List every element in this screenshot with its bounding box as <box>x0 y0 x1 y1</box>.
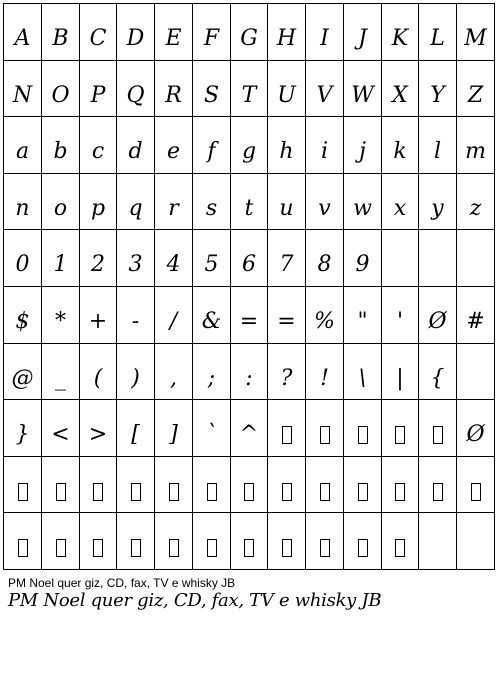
glyph-preview: m <box>465 139 486 164</box>
glyph-cell <box>268 117 306 174</box>
glyph-preview: O <box>51 82 70 108</box>
glyph-cell <box>419 457 457 513</box>
glyph-preview: x <box>393 195 407 221</box>
glyph-cell <box>42 344 80 400</box>
glyph-cell <box>42 513 80 570</box>
glyph-preview: f <box>207 139 216 164</box>
glyph-cell <box>306 117 344 174</box>
glyph-preview: j <box>359 139 366 164</box>
glyph-cell <box>419 117 457 174</box>
glyph-cell <box>231 513 268 570</box>
glyph-cell <box>155 513 193 570</box>
glyph-cell <box>419 3 457 61</box>
glyph-cell <box>80 3 117 61</box>
glyph-preview: : <box>245 365 253 391</box>
missing-glyph-box <box>268 529 305 567</box>
missing-glyph-box <box>117 473 154 510</box>
glyph-cell <box>193 230 231 287</box>
glyph-cell <box>117 174 155 230</box>
missing-glyph-box <box>457 473 494 510</box>
glyph-preview: h <box>279 139 294 164</box>
glyph-cell <box>344 457 382 513</box>
glyph-cell <box>344 117 382 174</box>
glyph-cell <box>268 230 306 287</box>
glyph-preview: F <box>203 26 220 51</box>
glyph-cell <box>231 174 268 230</box>
glyph-preview: | <box>396 365 404 391</box>
glyph-cell <box>80 457 117 513</box>
glyph-preview: } <box>15 422 30 447</box>
glyph-cell <box>231 344 268 400</box>
glyph-cell <box>117 513 155 570</box>
glyph-cell <box>344 344 382 400</box>
empty-cell <box>382 230 419 287</box>
glyph-cell <box>419 61 457 117</box>
glyph-cell <box>306 400 344 457</box>
glyph-cell <box>419 400 457 457</box>
glyph-cell <box>344 230 382 287</box>
glyph-cell <box>457 61 495 117</box>
glyph-preview: q <box>128 195 143 221</box>
glyph-preview: l <box>433 139 442 164</box>
glyph-cell <box>193 287 231 344</box>
glyph-preview: w <box>353 195 372 221</box>
glyph-cell <box>344 400 382 457</box>
missing-glyph-box <box>231 473 267 510</box>
glyph-preview: * <box>55 309 66 334</box>
glyph-cell <box>344 3 382 61</box>
glyph-preview: & <box>201 309 222 334</box>
glyph-cell <box>382 344 419 400</box>
glyph-cell <box>457 457 495 513</box>
missing-glyph-box <box>344 416 381 454</box>
glyph-cell <box>3 117 42 174</box>
glyph-preview: 4 <box>166 252 181 277</box>
glyph-cell <box>117 344 155 400</box>
glyph-preview: > <box>88 422 108 447</box>
glyph-cell <box>42 457 80 513</box>
missing-glyph-box <box>42 473 79 510</box>
glyph-cell <box>382 117 419 174</box>
glyph-preview: / <box>169 309 178 334</box>
missing-glyph-box <box>268 473 305 510</box>
glyph-preview: ` <box>206 422 217 447</box>
glyph-cell <box>42 61 80 117</box>
glyph-preview: ' <box>396 309 404 334</box>
glyph-cell <box>382 61 419 117</box>
glyph-cell <box>457 400 495 457</box>
glyph-cell <box>306 230 344 287</box>
glyph-cell <box>3 174 42 230</box>
glyph-preview: 7 <box>279 252 294 277</box>
glyph-preview: M <box>464 26 487 51</box>
glyph-preview: n <box>15 195 30 221</box>
glyph-preview: B <box>52 26 69 51</box>
glyph-cell <box>344 174 382 230</box>
glyph-cell <box>231 400 268 457</box>
glyph-cell <box>306 513 344 570</box>
glyph-cell <box>42 287 80 344</box>
glyph-preview: z <box>469 195 482 221</box>
missing-glyph-box <box>419 473 456 510</box>
glyph-preview: J <box>358 26 367 51</box>
character-map-grid <box>4 4 495 570</box>
glyph-preview: 2 <box>91 252 105 277</box>
glyph-cell <box>457 174 495 230</box>
glyph-preview: k <box>393 139 407 164</box>
glyph-cell <box>3 457 42 513</box>
glyph-cell <box>419 174 457 230</box>
glyph-cell <box>193 61 231 117</box>
sample-text-script: PM Noel quer giz, CD, fax, TV e whisky JB <box>8 590 382 611</box>
glyph-preview: t <box>244 195 254 221</box>
glyph-cell <box>193 117 231 174</box>
glyph-cell <box>155 117 193 174</box>
glyph-cell <box>268 287 306 344</box>
glyph-cell <box>3 513 42 570</box>
missing-glyph-box <box>306 529 343 567</box>
glyph-cell <box>231 61 268 117</box>
glyph-cell <box>3 61 42 117</box>
glyph-cell <box>457 117 495 174</box>
glyph-cell <box>80 513 117 570</box>
glyph-cell <box>382 174 419 230</box>
glyph-cell <box>80 174 117 230</box>
glyph-cell <box>117 230 155 287</box>
glyph-preview: A <box>14 26 31 51</box>
glyph-cell <box>344 61 382 117</box>
glyph-cell <box>193 457 231 513</box>
glyph-cell <box>80 344 117 400</box>
glyph-preview: g <box>241 139 257 164</box>
glyph-preview: Q <box>126 82 145 108</box>
glyph-preview: d <box>128 139 143 164</box>
empty-cell <box>419 230 457 287</box>
glyph-preview: U <box>277 82 296 108</box>
glyph-cell <box>306 61 344 117</box>
missing-glyph-box <box>268 416 305 454</box>
glyph-cell <box>306 457 344 513</box>
glyph-preview: i <box>320 139 329 164</box>
glyph-preview: v <box>318 195 331 221</box>
glyph-preview: e <box>166 139 181 164</box>
glyph-preview: , <box>170 365 177 391</box>
glyph-cell <box>231 3 268 61</box>
glyph-preview: # <box>466 309 485 334</box>
glyph-preview: C <box>89 26 107 51</box>
glyph-preview: E <box>165 26 182 51</box>
missing-glyph-box <box>80 529 116 567</box>
glyph-cell <box>3 3 42 61</box>
glyph-preview: I <box>320 26 329 51</box>
glyph-preview: u <box>279 195 294 221</box>
glyph-cell <box>42 400 80 457</box>
glyph-preview: ! <box>320 365 329 391</box>
missing-glyph-box <box>117 529 154 567</box>
glyph-cell <box>155 344 193 400</box>
sample-text-plain: PM Noel quer giz, CD, fax, TV e whisky JB <box>8 576 236 590</box>
glyph-preview: @ <box>11 365 34 391</box>
glyph-preview: { <box>430 365 445 391</box>
glyph-cell <box>306 174 344 230</box>
glyph-preview: 8 <box>317 252 332 277</box>
glyph-preview: _ <box>55 365 66 391</box>
glyph-cell <box>231 230 268 287</box>
missing-glyph-box <box>344 529 381 567</box>
glyph-cell <box>419 344 457 400</box>
glyph-preview: X <box>392 82 408 108</box>
empty-cell <box>419 513 457 570</box>
glyph-preview: 5 <box>204 252 219 277</box>
glyph-preview: [ <box>131 422 140 447</box>
glyph-cell <box>42 117 80 174</box>
missing-glyph-box <box>193 529 230 567</box>
glyph-cell <box>344 287 382 344</box>
glyph-cell <box>193 174 231 230</box>
glyph-cell <box>193 400 231 457</box>
missing-glyph-box <box>419 416 456 454</box>
missing-glyph-box <box>193 473 230 510</box>
glyph-cell <box>268 457 306 513</box>
glyph-cell <box>382 287 419 344</box>
missing-glyph-box <box>306 416 343 454</box>
missing-glyph-box <box>42 529 79 567</box>
glyph-cell <box>268 344 306 400</box>
glyph-preview: T <box>241 82 257 108</box>
missing-glyph-box <box>382 529 418 567</box>
glyph-cell <box>419 287 457 344</box>
glyph-preview: r <box>168 195 179 221</box>
glyph-preview: Ø <box>428 309 447 334</box>
glyph-preview: \ <box>358 365 367 391</box>
glyph-cell <box>80 287 117 344</box>
glyph-preview: b <box>53 139 68 164</box>
glyph-cell <box>3 230 42 287</box>
glyph-preview: < <box>51 422 70 447</box>
glyph-cell <box>457 287 495 344</box>
glyph-cell <box>80 230 117 287</box>
glyph-preview: p <box>90 195 106 221</box>
glyph-cell <box>117 287 155 344</box>
glyph-cell <box>42 3 80 61</box>
glyph-preview: P <box>90 82 106 108</box>
glyph-cell <box>117 3 155 61</box>
glyph-cell <box>155 457 193 513</box>
glyph-cell <box>155 230 193 287</box>
glyph-preview: c <box>91 139 105 164</box>
missing-glyph-box <box>80 473 116 510</box>
glyph-preview: s <box>205 195 218 221</box>
glyph-preview: K <box>391 26 409 51</box>
glyph-cell <box>3 287 42 344</box>
missing-glyph-box <box>155 473 192 510</box>
glyph-preview: Y <box>430 82 445 108</box>
glyph-cell <box>382 457 419 513</box>
glyph-preview: H <box>276 26 297 51</box>
glyph-cell <box>80 61 117 117</box>
glyph-cell <box>268 513 306 570</box>
empty-cell <box>457 513 495 570</box>
glyph-cell <box>117 400 155 457</box>
glyph-cell <box>117 457 155 513</box>
glyph-preview: N <box>12 82 33 108</box>
glyph-preview: ; <box>207 365 216 391</box>
glyph-cell <box>382 3 419 61</box>
glyph-preview: 0 <box>15 252 30 277</box>
glyph-cell <box>268 400 306 457</box>
glyph-preview: 6 <box>242 252 256 277</box>
glyph-preview: 1 <box>53 252 68 277</box>
glyph-preview: = <box>277 309 296 334</box>
glyph-cell <box>382 400 419 457</box>
glyph-preview: W <box>351 82 374 108</box>
glyph-cell <box>155 400 193 457</box>
glyph-preview: $ <box>15 309 30 334</box>
glyph-cell <box>42 174 80 230</box>
glyph-preview: a <box>15 139 30 164</box>
glyph-cell <box>117 61 155 117</box>
glyph-cell <box>155 287 193 344</box>
glyph-cell <box>231 457 268 513</box>
glyph-cell <box>155 61 193 117</box>
glyph-cell <box>231 117 268 174</box>
glyph-preview: ^ <box>239 422 259 447</box>
glyph-preview: y <box>431 195 444 221</box>
glyph-preview: S <box>203 82 220 108</box>
glyph-cell <box>193 344 231 400</box>
glyph-preview: 9 <box>355 252 370 277</box>
glyph-preview: % <box>314 309 335 334</box>
glyph-cell <box>457 3 495 61</box>
glyph-cell <box>155 3 193 61</box>
missing-glyph-box <box>155 529 192 567</box>
glyph-cell <box>117 117 155 174</box>
missing-glyph-box <box>4 529 41 567</box>
glyph-cell <box>382 513 419 570</box>
glyph-preview: Ø <box>466 422 485 447</box>
missing-glyph-box <box>306 473 343 510</box>
missing-glyph-box <box>382 473 418 510</box>
glyph-preview: ) <box>131 365 140 391</box>
glyph-cell <box>268 3 306 61</box>
glyph-cell <box>231 287 268 344</box>
glyph-cell <box>80 400 117 457</box>
glyph-preview: ] <box>169 422 178 447</box>
glyph-preview: L <box>430 26 445 51</box>
glyph-cell <box>306 3 344 61</box>
glyph-preview: + <box>88 309 108 334</box>
glyph-preview: 3 <box>128 252 143 277</box>
glyph-preview: V <box>316 82 333 108</box>
glyph-cell <box>306 344 344 400</box>
missing-glyph-box <box>4 473 41 510</box>
glyph-cell <box>80 117 117 174</box>
glyph-cell <box>268 61 306 117</box>
glyph-cell <box>42 230 80 287</box>
glyph-cell <box>306 287 344 344</box>
empty-cell <box>457 344 495 400</box>
glyph-cell <box>155 174 193 230</box>
missing-glyph-box <box>382 416 418 454</box>
glyph-cell <box>268 174 306 230</box>
glyph-cell <box>3 400 42 457</box>
glyph-preview: D <box>126 26 145 51</box>
glyph-cell <box>344 513 382 570</box>
glyph-preview: Z <box>467 82 484 108</box>
missing-glyph-box <box>231 529 267 567</box>
glyph-cell <box>193 3 231 61</box>
glyph-preview: " <box>357 309 368 334</box>
glyph-preview: ? <box>280 365 293 391</box>
glyph-preview: - <box>131 309 140 334</box>
glyph-cell <box>3 344 42 400</box>
glyph-cell <box>193 513 231 570</box>
glyph-preview: = <box>239 309 259 334</box>
glyph-preview: R <box>165 82 182 108</box>
glyph-preview: ( <box>93 365 103 391</box>
empty-cell <box>457 230 495 287</box>
missing-glyph-box <box>344 473 381 510</box>
glyph-preview: G <box>240 26 258 51</box>
glyph-preview: o <box>53 195 68 221</box>
